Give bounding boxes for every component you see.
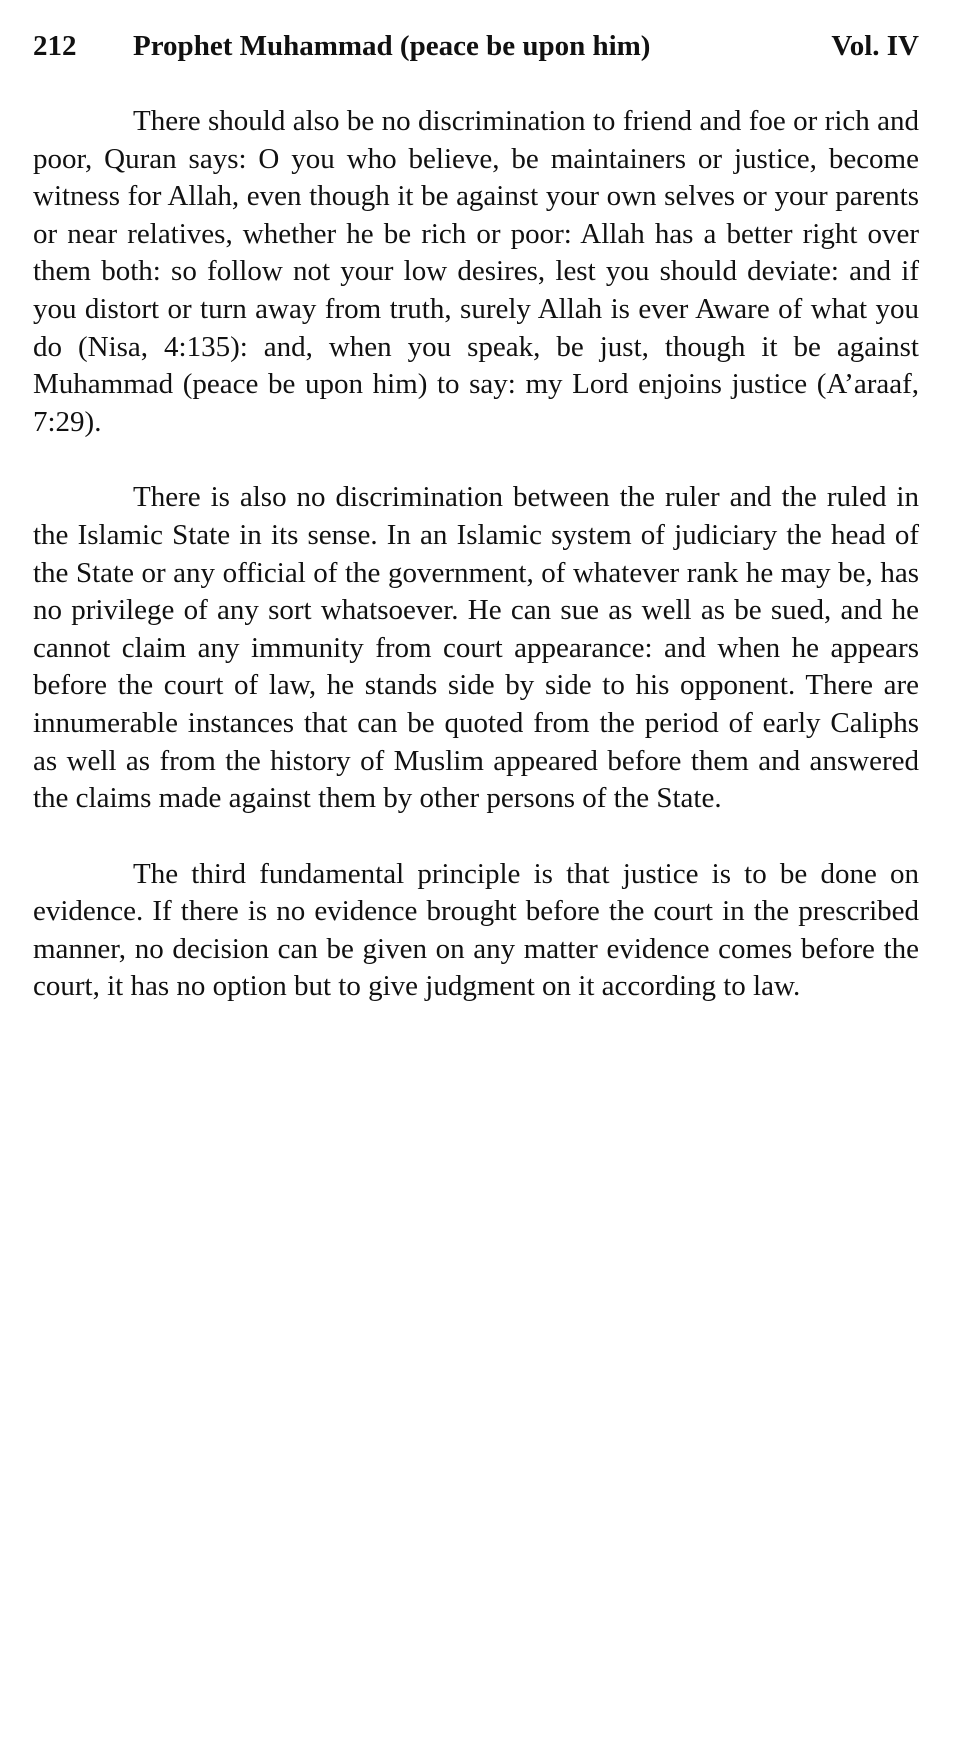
running-title: Prophet Muhammad (peace be upon him): [133, 30, 651, 62]
page-number: 212: [33, 30, 77, 62]
running-header: [33, 26, 919, 66]
volume-label: Vol. IV: [831, 30, 919, 62]
paragraph-3: The third fundamental principle is that justice is to be done on evidence. If there is no evidence brought before the court in the prescribed manner, no decision can be given on any matter evidence comes before the court, it has no option but to give judgment on it according to law.: [33, 857, 919, 1003]
paragraph-2: There is also no discrimination between the ruler and the ruled in the Islamic State in its sense. In an Islamic system of judiciary the head of the State or any official of the government, of whatever rank he may be, has no privilege of any sort whatsoever. He can sue as well as be sued, and he cannot claim any immunity from court appearance: and when he appears before the court of law, he stands side by side to his opponent. There are innumerable instances that can be quoted from the period of early Caliphs as well as from the history of Muslim appeared before them and answered the claims made against them by other persons of the State.: [33, 481, 919, 815]
body-text: [33, 103, 919, 1044]
paragraph-1: There should also be no discrimination to friend and foe or rich and poor, Quran says: O you who believe, be maintainers or justice, become witness for Allah, even though it be against your own selves or your parents or near relatives, whether he be rich or poor: Allah has a better right over them both: so follow not your low desires, lest you should deviate: and if you distort or turn away from truth, surely Allah is ever Aware of what you do (Nisa, 4:135): and, when you speak, be just, though it be against Muhammad (peace be upon him) to say: my Lord enjoins justice (A’araaf, 7:29).: [33, 105, 919, 438]
